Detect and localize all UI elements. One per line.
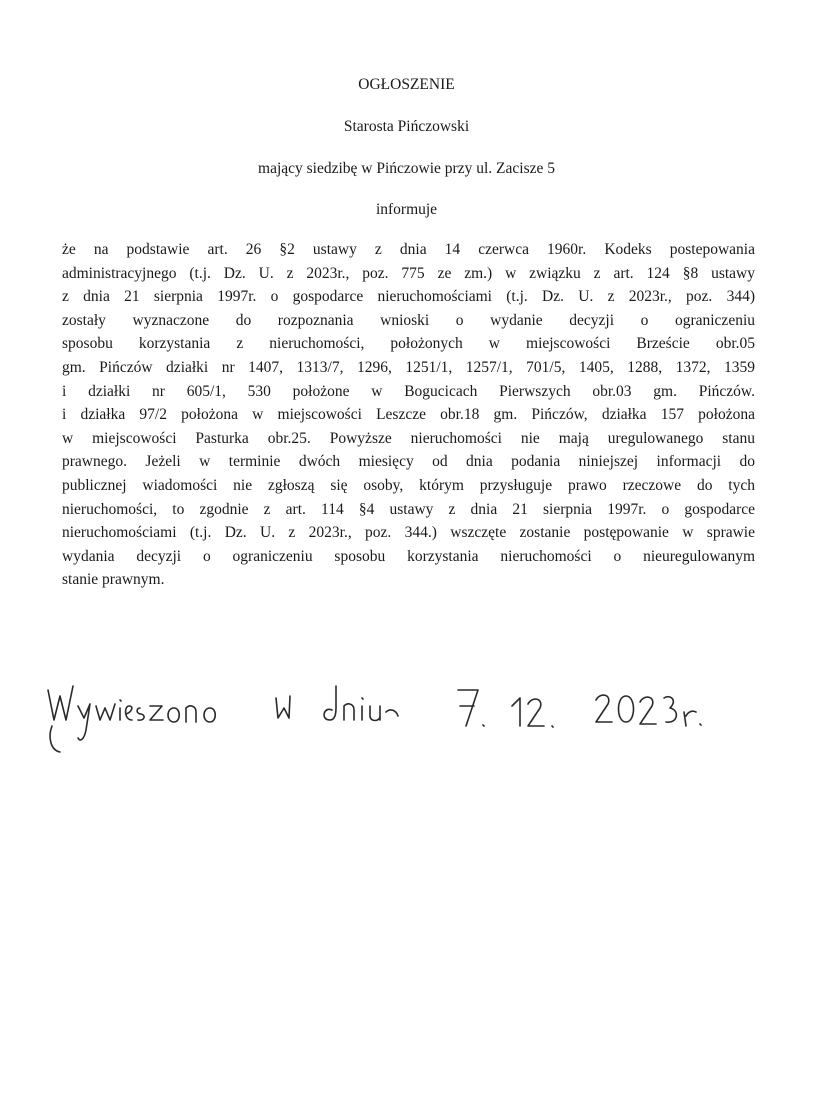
body-line: i działki nr 605/1, 530 położone w Bogucicach Pierwszych obr.03 gm. Pińczów. <box>62 382 755 400</box>
handwriting-drawing <box>40 668 720 768</box>
body-line: zostały wyznaczone do rozpoznania wnioski o wydanie decyzji o ograniczeniu <box>62 311 755 329</box>
body-line: publicznej wiadomości nie zgłoszą się osoby, którym przysługuje prawo rzeczowe do tych <box>62 476 755 494</box>
informs-heading: informuje <box>375 201 438 218</box>
announcement-body <box>62 238 755 592</box>
issuing-authority: Starosta Pińczowski <box>343 118 470 135</box>
body-line: i działka 97/2 położona w miejscowości Leszcze obr.18 gm. Pińczów, działka 157 położona <box>62 406 755 424</box>
handwritten-posting-note <box>40 668 720 768</box>
body-line: gm. Pińczów działki nr 1407, 1313/7, 1296, 1251/1, 1257/1, 701/5, 1405, 1288, 1372, 1359 <box>62 358 755 376</box>
body-line: w miejscowości Pasturka obr.25. Powyższe nieruchomości nie mają uregulowanego stanu <box>62 429 755 447</box>
body-line: sposobu korzystania z nieruchomości, położonych w miejscowości Brzeście obr.05 <box>62 335 755 353</box>
authority-seat: mający siedzibę w Pińczowie przy ul. Zacisze 5 <box>258 160 555 177</box>
body-line: wydania decyzji o ograniczeniu sposobu korzystania nieruchomości o nieuregulowanym <box>62 547 755 565</box>
body-line: że na podstawie art. 26 §2 ustawy z dnia 14 czerwca 1960r. Kodeks postepowania <box>62 241 755 258</box>
body-line: stanie prawnym. <box>62 571 165 589</box>
body-line: prawnego. Jeżeli w terminie dwóch miesięcy od dnia podania niniejszej informacji do <box>62 453 755 471</box>
body-line: z dnia 21 sierpnia 1997r. o gospodarce nieruchomościami (t.j. Dz. U. z 2023r., poz. 344) <box>62 288 755 306</box>
body-line: nieruchomościami (t.j. Dz. U. z 2023r., poz. 344.) wszczęte zostanie postępowanie w sprawie <box>62 524 755 542</box>
body-line: administracyjnego (t.j. Dz. U. z 2023r., poz. 775 ze zm.) w związku z art. 124 §8 ustawy <box>62 264 755 282</box>
document-title: OGŁOSZENIE <box>358 76 455 93</box>
body-line: nieruchomości, to zgodnie z art. 114 §4 ustawy z dnia 21 sierpnia 1997r. o gospodarce <box>62 500 755 518</box>
